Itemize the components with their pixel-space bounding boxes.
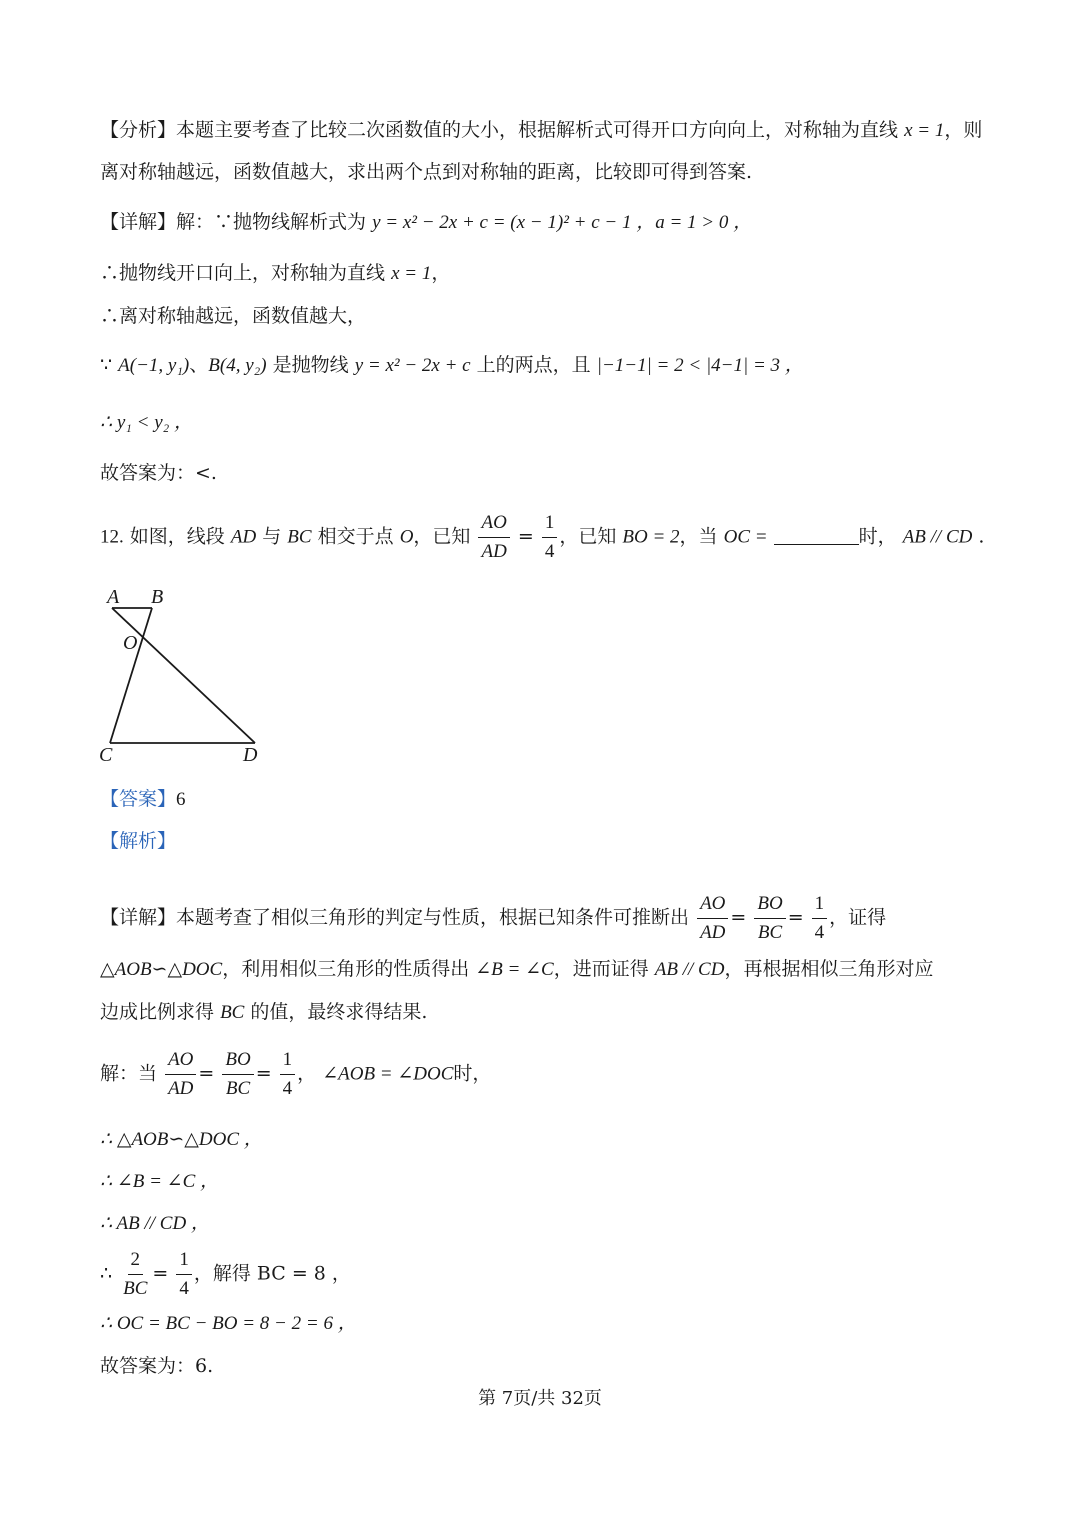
label-c: C xyxy=(99,744,113,766)
step3-sep: 、 xyxy=(189,354,209,376)
sol-f3d: 4 xyxy=(282,1078,293,1099)
q12-end: . xyxy=(978,525,985,548)
analysis-line-1 xyxy=(100,116,982,145)
d2-f3d: 4 xyxy=(814,922,825,943)
detail2-frac-1-4 xyxy=(812,890,828,947)
label-d: D xyxy=(243,744,258,766)
point-b: B(4, y₂) xyxy=(208,355,267,376)
d2-f2n: BO xyxy=(754,890,785,919)
d2-line2b: ，利用相似三角形的性质得出 xyxy=(222,958,470,980)
d2-bc: BC xyxy=(220,1002,245,1023)
s4-den: BC xyxy=(123,1278,148,1299)
sol-end: 时， xyxy=(453,1062,492,1085)
s4-rn: 1 xyxy=(176,1246,192,1275)
sol-pre: 解：当 xyxy=(100,1062,158,1085)
detail2-frac-bo-bc xyxy=(754,890,785,947)
q12-o: O xyxy=(399,526,414,548)
sol-f2d: BC xyxy=(225,1078,251,1099)
step3-because: ∵ xyxy=(100,354,113,376)
step3-abs: |−1−1| = 2 < |4−1| = 3 ， xyxy=(596,355,804,376)
d2-f2d: BC xyxy=(757,922,783,943)
detail2-line-2 xyxy=(100,955,933,984)
sol-frac-1-4 xyxy=(280,1046,296,1103)
detail1-line-1 xyxy=(100,208,752,237)
detail1-step2: ∴离对称轴越远，函数值越大， xyxy=(100,305,367,327)
detail1-answer: 故答案为：<. xyxy=(100,462,217,484)
solution-line: 解：当 $\frac{AO}{AD}$ = $\frac{BO}{BC}$ = $\frac{1}{4}$ ， ∠AOB = ∠DOC时， xyxy=(100,1046,491,1103)
d2-parallel: AB // CD xyxy=(654,959,725,980)
question-number: 12. xyxy=(100,526,124,548)
s4-end: ，解得 BC = 8 ， xyxy=(193,1262,351,1285)
d2-line3c: 的值，最终求得结果. xyxy=(250,1001,428,1023)
detail1-step1 xyxy=(100,259,450,288)
analysis-text: 本题主要考查了比较二次函数值的大小，根据解析式可得开口方向向上，对称轴为直线 xyxy=(176,119,899,141)
d2-f1n: AO xyxy=(697,890,728,919)
final-answer: 故答案为：6. xyxy=(100,1355,214,1377)
analysis-text-end: ，则 xyxy=(944,119,983,141)
step-parallel: ∴ AB // CD ， xyxy=(100,1213,210,1234)
q12-text2: 与 xyxy=(262,525,282,548)
d2-line2f: ，再根据相似三角形对应 xyxy=(724,958,934,980)
q12-eq: = xyxy=(517,525,534,548)
axis-equation: x = 1 xyxy=(904,120,945,141)
step4-math: ∴ y₁ < y₂ ， xyxy=(100,412,193,433)
step3-mid2: 上的两点，且 xyxy=(476,354,591,376)
step-ratio: ∴ $\frac{2}{BC}$ = $\frac{1}{4}$ ，解得 BC = 8 ， xyxy=(100,1246,351,1303)
detail2-line-3 xyxy=(100,998,427,1027)
d2-line2d: ，进而证得 xyxy=(553,958,649,980)
sol-f3n: 1 xyxy=(280,1046,296,1075)
q12-parallel: AB // CD xyxy=(902,526,973,548)
d2-f3n: 1 xyxy=(812,890,828,919)
geometry-figure xyxy=(95,585,275,775)
analysis-line-2: 离对称轴越远，函数值越大，求出两个点到对称轴的距离，比较即可得到答案. xyxy=(100,161,753,183)
answer-line xyxy=(100,785,186,814)
q12-frac-num: AO xyxy=(478,509,509,538)
answer-tag: 【答案】 xyxy=(100,788,177,810)
q12-ad: AD xyxy=(230,526,257,548)
q12-bo: BO = 2 xyxy=(622,526,680,548)
d2-f1d: AD xyxy=(700,922,726,943)
answer-value: 6 xyxy=(176,789,186,810)
label-a: A xyxy=(107,586,120,608)
detail2-tag: 【详解】 xyxy=(100,906,177,929)
detail2-text1: 本题考查了相似三角形的判定与性质，根据已知条件可推断出 xyxy=(176,906,690,929)
label-o: O xyxy=(123,632,138,654)
q12-text4: ，已知 xyxy=(413,525,471,548)
q12-text7: 时， xyxy=(858,525,897,548)
step3-mid: 是抛物线 xyxy=(272,354,349,376)
segment-bc xyxy=(110,608,152,743)
q12-frac-den: AD xyxy=(481,541,507,562)
detail1-tag: 【详解】 xyxy=(100,211,177,233)
sol-frac-bo-bc xyxy=(222,1046,253,1103)
detail2-text2: ，证得 xyxy=(829,906,887,929)
point-a: A(−1, y₁) xyxy=(118,355,190,376)
step1-text: ∴抛物线开口向上，对称轴为直线 xyxy=(100,262,386,284)
d2-similar: △AOB∽△DOC xyxy=(100,959,223,980)
q12-text3: 相交于点 xyxy=(317,525,394,548)
question-12 xyxy=(100,509,984,566)
step1-math: x = 1 xyxy=(391,263,432,284)
step3-equation: y = x² − 2x + c xyxy=(354,355,471,376)
s4-num: 2 xyxy=(128,1246,144,1275)
s4-rd: 4 xyxy=(179,1278,189,1299)
d2-line3a: 边成比例求得 xyxy=(100,1001,215,1023)
q12-frac2-num: 1 xyxy=(542,509,558,538)
sol-angle: ∠AOB = ∠DOC xyxy=(322,1063,454,1085)
sol-f1d: AD xyxy=(168,1078,194,1099)
s4-frac-2-bc xyxy=(120,1246,150,1303)
sol-f1n: AO xyxy=(165,1046,196,1075)
q12-oc: OC = xyxy=(723,526,768,548)
analysis-tag: 【分析】 xyxy=(100,119,177,141)
detail1-text: 解：∵抛物线解析式为 xyxy=(176,211,367,233)
s4-frac-1-4 xyxy=(176,1246,192,1303)
q12-frac2-den: 4 xyxy=(544,541,555,562)
sol-f2n: BO xyxy=(222,1046,253,1075)
d2-angle: ∠B = ∠C xyxy=(475,959,554,980)
q12-text5: ，已知 xyxy=(559,525,617,548)
q12-fraction-1-4 xyxy=(542,509,558,566)
detail1-step3 xyxy=(100,351,804,380)
step-oc: ∴ OC = BC − BO = 8 − 2 = 6 ， xyxy=(100,1313,357,1334)
detail1-step4 xyxy=(100,408,193,437)
parabola-equation: y = x² − 2x + c = (x − 1)² + c − 1 ，a = 1 > 0 ， xyxy=(372,212,753,233)
q12-bc: BC xyxy=(287,526,312,548)
jiexi-tag: 【解析】 xyxy=(100,830,177,852)
segment-ad xyxy=(112,608,255,743)
q12-text1: 如图，线段 xyxy=(129,525,225,548)
step-similar: ∴ △AOB∽△DOC ， xyxy=(100,1129,263,1150)
sol-frac-ao-ad xyxy=(165,1046,196,1103)
detail2-line-1: 【详解】本题考查了相似三角形的判定与性质，根据已知条件可推断出 $\frac{AO}{AD}$ = $\frac{BO}{BC}$ = $\frac{1}{4}$ ，证得 xyxy=(100,890,886,947)
s4-pre: ∴ xyxy=(100,1262,113,1285)
page-footer: 第 7页/共 32页 xyxy=(478,1388,602,1409)
step-angle: ∴ ∠B = ∠C ， xyxy=(100,1171,220,1192)
label-b: B xyxy=(151,586,164,608)
answer-blank xyxy=(774,524,859,545)
q12-text6: ，当 xyxy=(679,525,718,548)
q12-fraction-ao-ad xyxy=(478,509,509,566)
step1-end: ， xyxy=(431,262,451,284)
detail2-frac-ao-ad xyxy=(697,890,728,947)
